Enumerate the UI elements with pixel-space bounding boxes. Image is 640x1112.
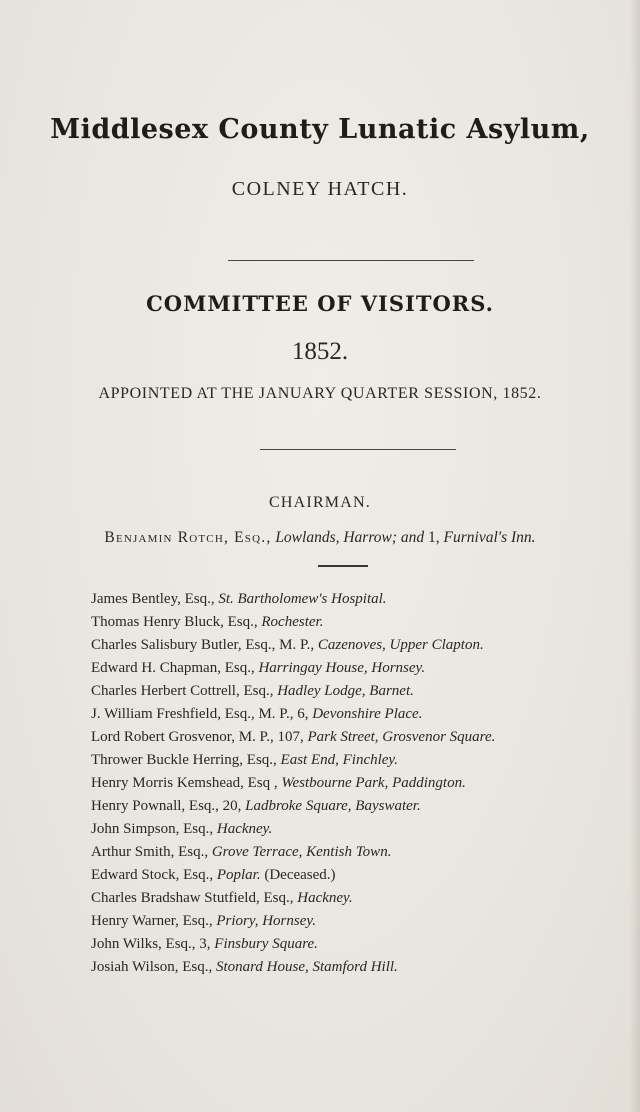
member-address: St. Bartholomew's Hospital.: [218, 591, 387, 607]
member-address: Cazenoves, Upper Clapton.: [317, 637, 484, 653]
member-name: Lord Robert Grosvenor, M. P., 107,: [91, 729, 304, 745]
member-address: East End, Finchley.: [280, 752, 399, 768]
member-name: Henry Pownall, Esq., 20,: [91, 798, 242, 814]
chairman-heading: CHAIRMAN.: [269, 494, 371, 511]
list-item: [91, 772, 631, 795]
member-address: Westbourne Park, Paddington.: [281, 775, 466, 791]
member-note: (Deceased.): [264, 867, 336, 883]
list-item: [91, 841, 631, 864]
member-address: Devonshire Place.: [312, 706, 423, 722]
chairman-name: Benjamin Rotch, Esq.,: [104, 529, 272, 546]
list-item: [91, 657, 631, 680]
member-name: Charles Herbert Cottrell, Esq.,: [91, 683, 274, 699]
list-item: [91, 680, 631, 703]
member-name: Charles Salisbury Butler, Esq., M. P.,: [91, 637, 315, 653]
list-item: [91, 956, 631, 979]
list-item: [91, 726, 631, 749]
location-subtitle: COLNEY HATCH.: [231, 178, 409, 200]
member-name: Arthur Smith, Esq.,: [91, 844, 209, 860]
member-address: Finsbury Square.: [214, 936, 318, 952]
member-list: [91, 588, 631, 979]
member-name: Edward H. Chapman, Esq.,: [91, 660, 255, 676]
member-name: Henry Warner, Esq.,: [91, 913, 213, 929]
member-address: Priory, Hornsey.: [216, 913, 316, 929]
list-item: [91, 933, 631, 956]
member-name: Thrower Buckle Herring, Esq.,: [91, 752, 277, 768]
list-item: [91, 818, 631, 841]
member-name: John Simpson, Esq.,: [91, 821, 214, 837]
member-address: Grove Terrace, Kentish Town.: [211, 844, 392, 860]
list-item: [91, 795, 631, 818]
member-address: Hadley Lodge, Barnet.: [277, 683, 414, 699]
member-name: J. William Freshfield, Esq., M. P., 6,: [91, 706, 309, 722]
list-item: [91, 611, 631, 634]
member-address: Stonard House, Stamford Hill.: [215, 959, 398, 975]
member-address: Harringay House, Hornsey.: [258, 660, 426, 676]
list-item: [91, 588, 631, 611]
member-address: Rochester.: [261, 614, 324, 630]
list-item: [91, 749, 631, 772]
chairman-place: Furnival's Inn.: [443, 529, 536, 546]
member-name: Thomas Henry Bluck, Esq.,: [91, 614, 258, 630]
member-name: Josiah Wilson, Esq.,: [91, 959, 213, 975]
divider-rule: [228, 260, 474, 261]
member-address: Park Street, Grosvenor Square.: [307, 729, 496, 745]
member-name: John Wilks, Esq., 3,: [91, 936, 211, 952]
appointment-line: APPOINTED AT THE JANUARY QUARTER SESSION, 1852.: [98, 385, 542, 402]
list-item: [91, 910, 631, 933]
page-edge-shadow: [630, 0, 640, 1112]
member-address: Hackney.: [216, 821, 273, 837]
member-address: Hackney.: [297, 890, 353, 906]
list-item: [91, 864, 631, 887]
member-name: Edward Stock, Esq.,: [91, 867, 214, 883]
chairman-number: 1,: [428, 529, 440, 546]
divider-rule: [260, 449, 456, 450]
chairman-address: Lowlands, Harrow; and: [275, 529, 425, 546]
year-heading: 1852.: [291, 338, 349, 365]
member-name: Charles Bradshaw Stutfield, Esq.,: [91, 890, 294, 906]
list-item: [91, 703, 631, 726]
list-item: [91, 634, 631, 657]
asylum-title: Middlesex County Lunatic Asylum,: [50, 114, 590, 145]
list-item: [91, 887, 631, 910]
committee-heading: COMMITTEE OF VISITORS.: [146, 291, 494, 316]
member-name: Henry Morris Kemshead, Esq ,: [91, 775, 278, 791]
member-name: James Bentley, Esq.,: [91, 591, 215, 607]
chairman-entry: [0, 529, 640, 547]
short-divider: [318, 565, 368, 567]
member-address: Poplar.: [216, 867, 261, 883]
member-address: Ladbroke Square, Bayswater.: [245, 798, 421, 814]
